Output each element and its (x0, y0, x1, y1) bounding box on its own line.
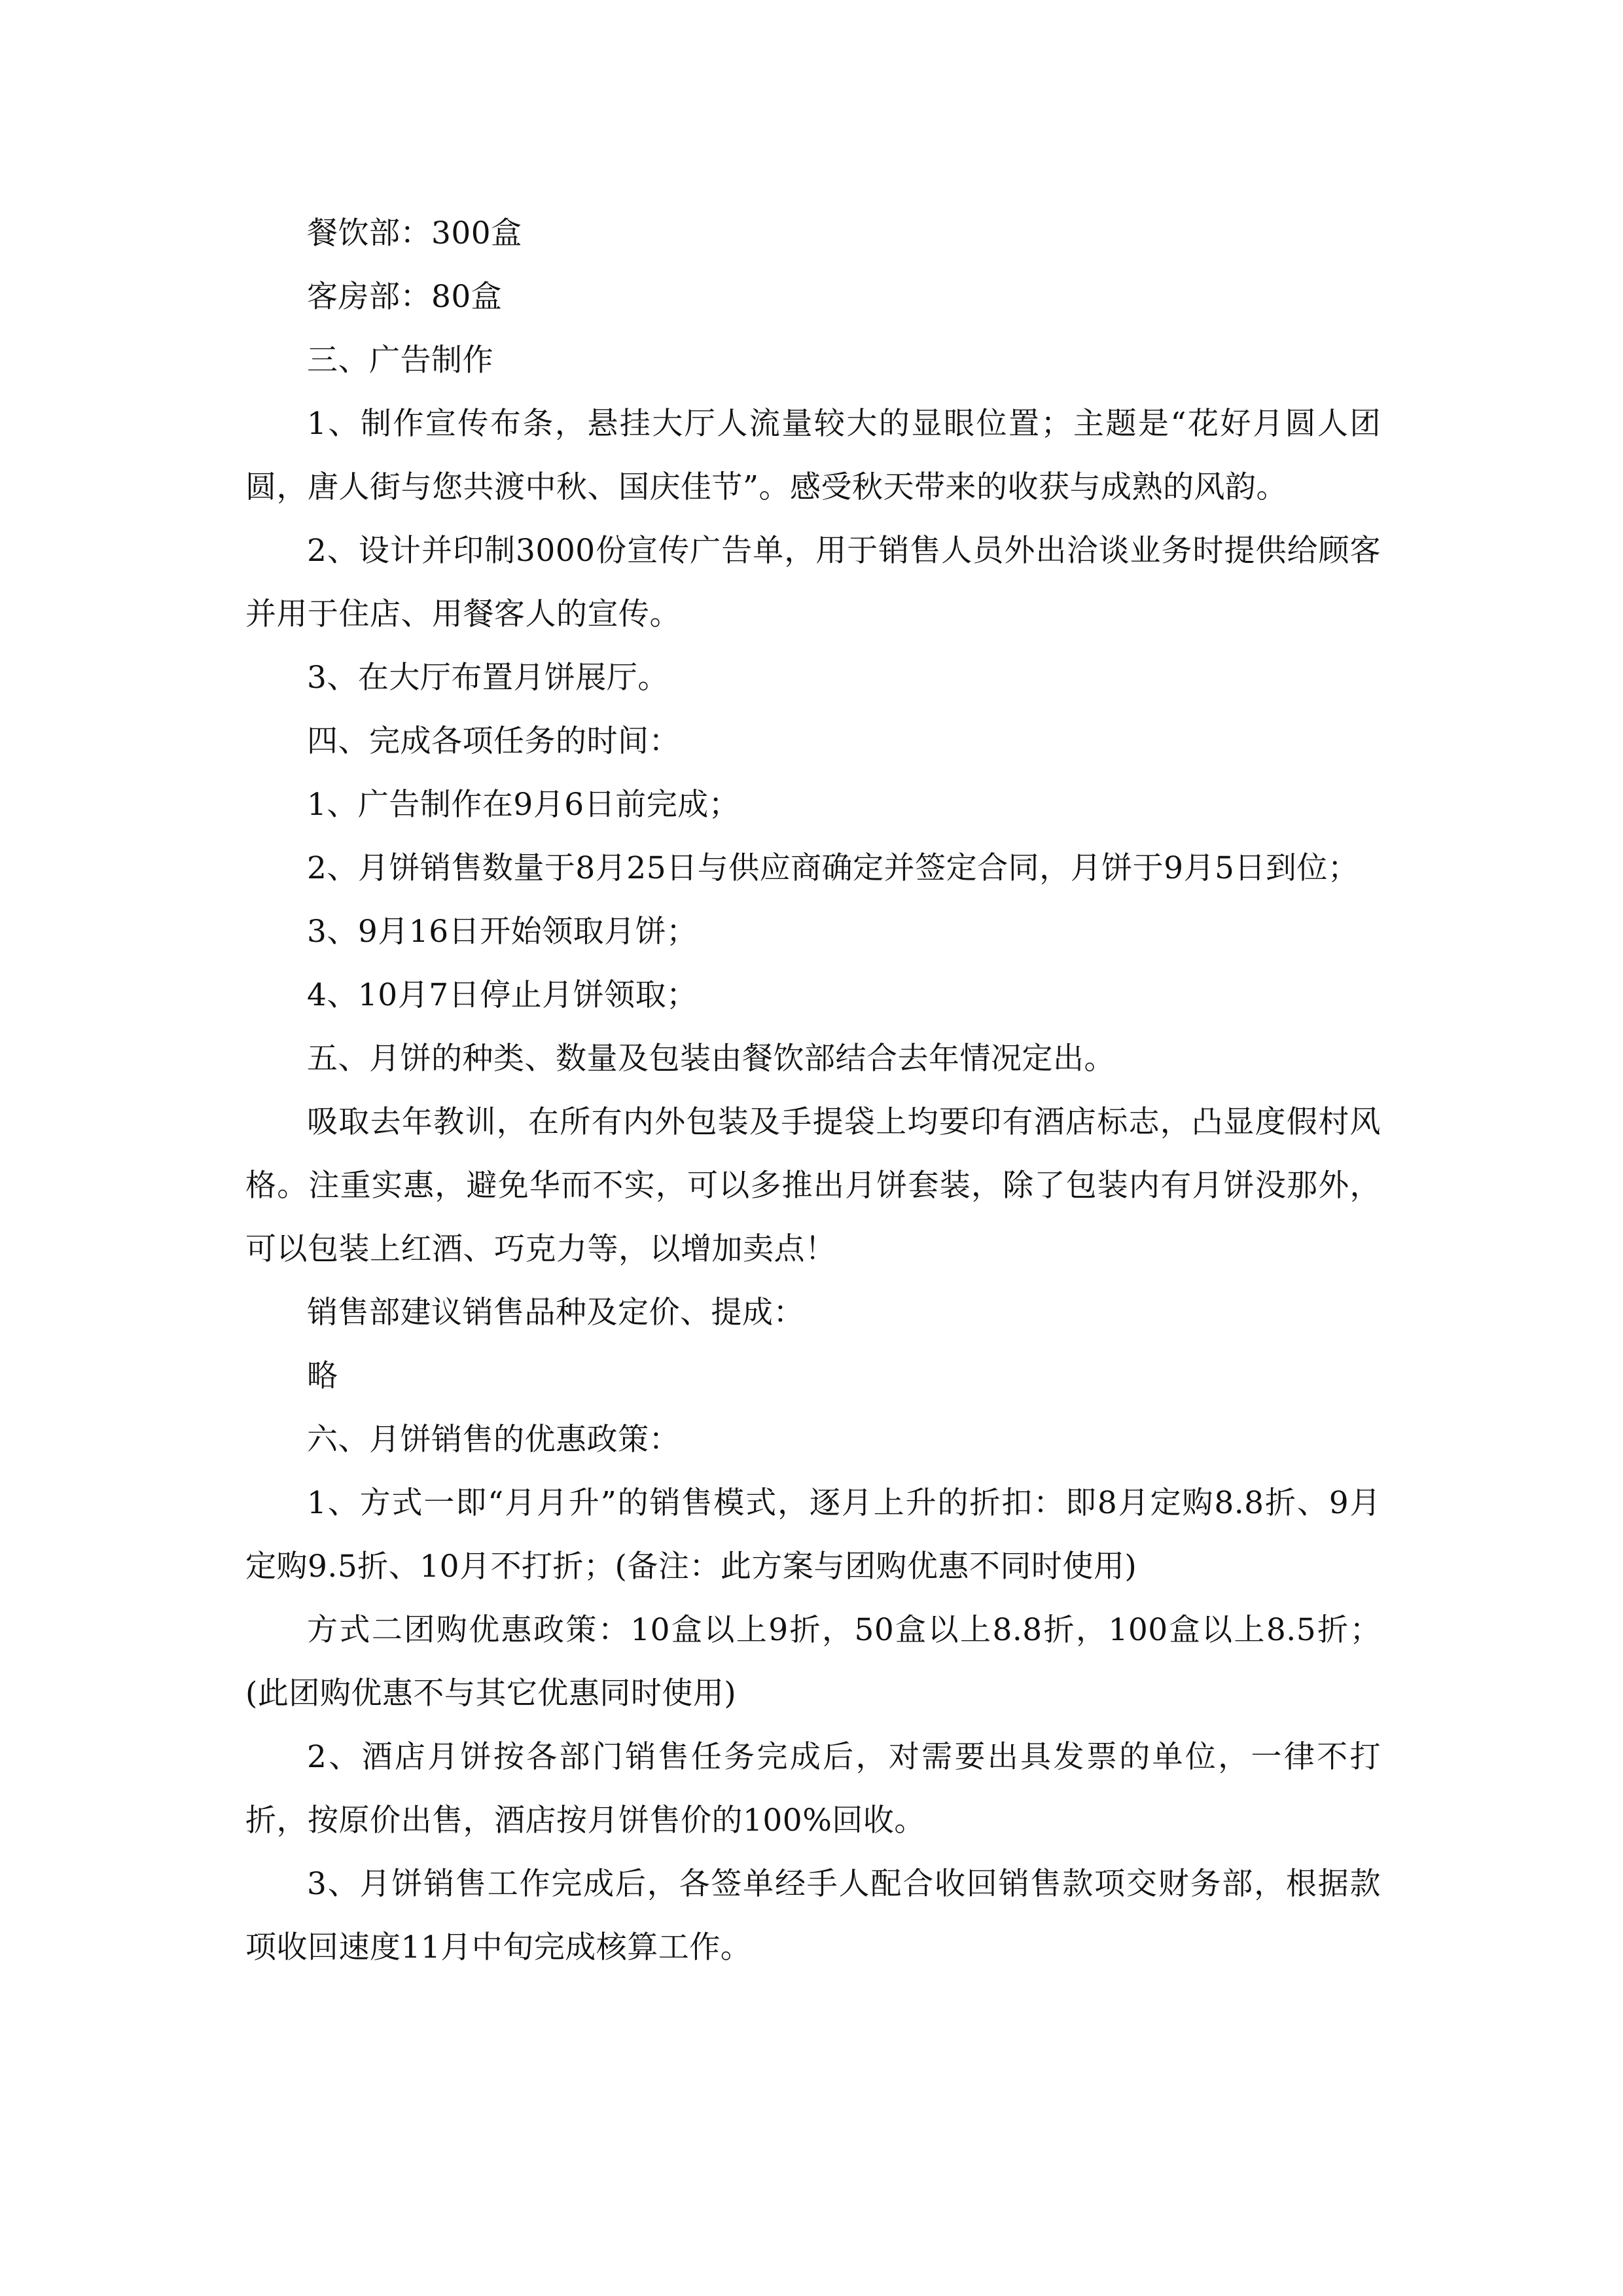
paragraph: 1、制作宣传布条，悬挂大厅人流量较大的显眼位置；主题是“花好月圆人团圆，唐人街与您共渡中秋、国庆佳节”。感受秋天带来的收获与成熟的风韵。 (245, 406, 1381, 505)
paragraph: 1、广告制作在9月6日前完成； (307, 787, 740, 823)
paragraph: 4、10月7日停止月饼领取； (307, 977, 698, 1013)
paragraph: 吸取去年教训，在所有内外包装及手提袋上均要印有酒店标志，凸显度假村风格。注重实惠，避免华而不实，可以多推出月饼套装，除了包装内有月饼没那外，可以包装上红酒、巧克力等，以增加卖点！ (245, 1104, 1381, 1267)
paragraph: 3、9月16日开始领取月饼； (307, 914, 698, 950)
paragraph: 方式二团购优惠政策：10盒以上9折，50盒以上8.8折，100盒以上8.5折；(此团购优惠不与其它优惠同时使用) (245, 1612, 1381, 1712)
section-heading: 三、广告制作 (307, 342, 493, 378)
section-heading: 五、月饼的种类、数量及包装由餐饮部结合去年情况定出。 (307, 1041, 1115, 1077)
paragraph: 餐饮部：300盒 (307, 215, 522, 251)
paragraph: 略 (307, 1358, 338, 1394)
section-heading: 六、月饼销售的优惠政策： (307, 1422, 680, 1458)
paragraph: 1、方式一即“月月升”的销售模式，逐月上升的折扣：即8月定购8.8折、9月定购9.5折、10月不打折；(备注：此方案与团购优惠不同时使用) (245, 1485, 1381, 1585)
paragraph: 2、月饼销售数量于8月25日与供应商确定并签定合同，月饼于9月5日到位； (307, 850, 1359, 886)
document-body (245, 202, 1381, 1979)
paragraph: 3、月饼销售工作完成后，各签单经手人配合收回销售款项交财务部，根据款项收回速度11月中旬完成核算工作。 (245, 1866, 1381, 1965)
section-heading: 四、完成各项任务的时间： (307, 723, 680, 759)
paragraph: 2、酒店月饼按各部门销售任务完成后，对需要出具发票的单位，一律不打折，按原价出售，酒店按月饼售价的100%回收。 (245, 1739, 1381, 1839)
paragraph: 客房部：80盒 (307, 279, 503, 315)
paragraph: 3、在大厅布置月饼展厅。 (307, 660, 669, 696)
paragraph: 2、设计并印制3000份宣传广告单，用于销售人员外出洽谈业务时提供给顾客并用于住店、用餐客人的宣传。 (245, 533, 1381, 632)
paragraph: 销售部建议销售品种及定价、提成： (307, 1295, 804, 1331)
